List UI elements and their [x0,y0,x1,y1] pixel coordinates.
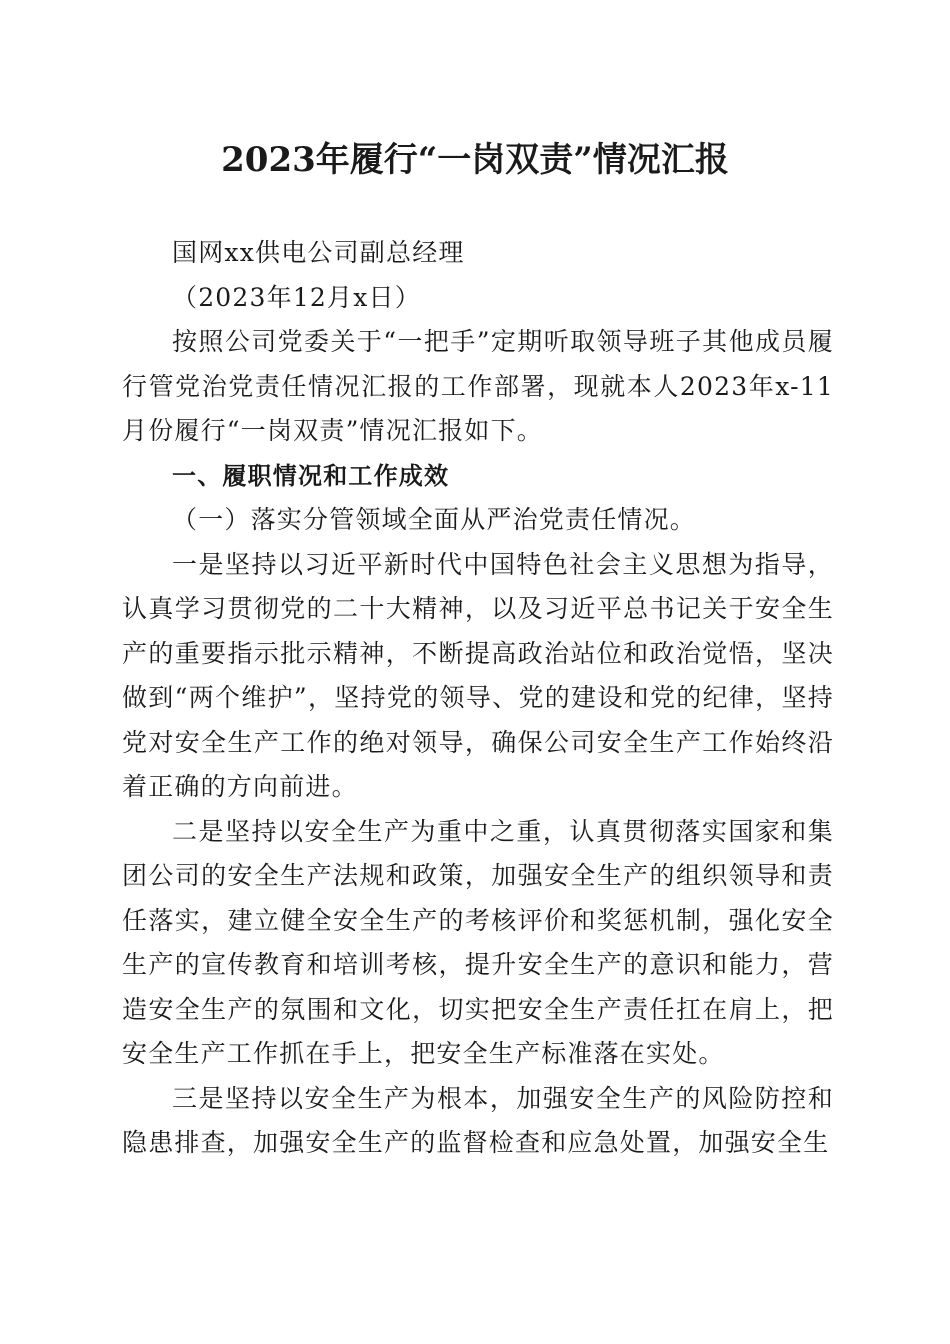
body-paragraph-2: 二是坚持以安全生产为重中之重，认真贯彻落实国家和集团公司的安全生产法规和政策，加强安全生产的组织领导和责任落实，建立健全安全生产的考核评价和奖惩机制，强化安全生产的宣传教育和培训考核，提升安全生产的意识和能力，营造安全生产的氛围和文化，切实把安全生产责任扛在肩上，把安全生产工作抓在手上，把安全生产标准落在实处。 [122,816,834,1068]
document-body [122,231,834,1166]
section-heading: 一、履职情况和工作成效 [172,461,450,490]
subsection-heading: （一）落实分管领域全面从严治党责任情况。 [172,505,697,534]
intro-paragraph: 按照公司党委关于“一把手”定期听取领导班子其他成员履行管党治党责任情况汇报的工作部署，现就本人2023年x-11月份履行“一岗双责”情况汇报如下。 [122,327,834,445]
body-paragraph-3: 三是坚持以安全生产为根本，加强安全生产的风险防控和隐患排查，加强安全生产的监督检查和应急处置，加强安全生 [122,1083,834,1157]
author-line: 国网xx供电公司副总经理 [172,238,465,267]
body-paragraph-1: 一是坚持以习近平新时代中国特色社会主义思想为指导，认真学习贯彻党的二十大精神，以及习近平总书记关于安全生产的重要指示批示精神，不断提高政治站位和政治觉悟，坚决做到“两个维护”，坚持党的领导、党的建设和党的纪律，坚持党对安全生产工作的绝对领导，确保公司安全生产工作始终沿着正确的方向前进。 [122,549,834,801]
date-line: （2023年12月x日） [172,282,421,312]
document-title: 2023年履行“一岗双责”情况汇报 [221,140,729,180]
